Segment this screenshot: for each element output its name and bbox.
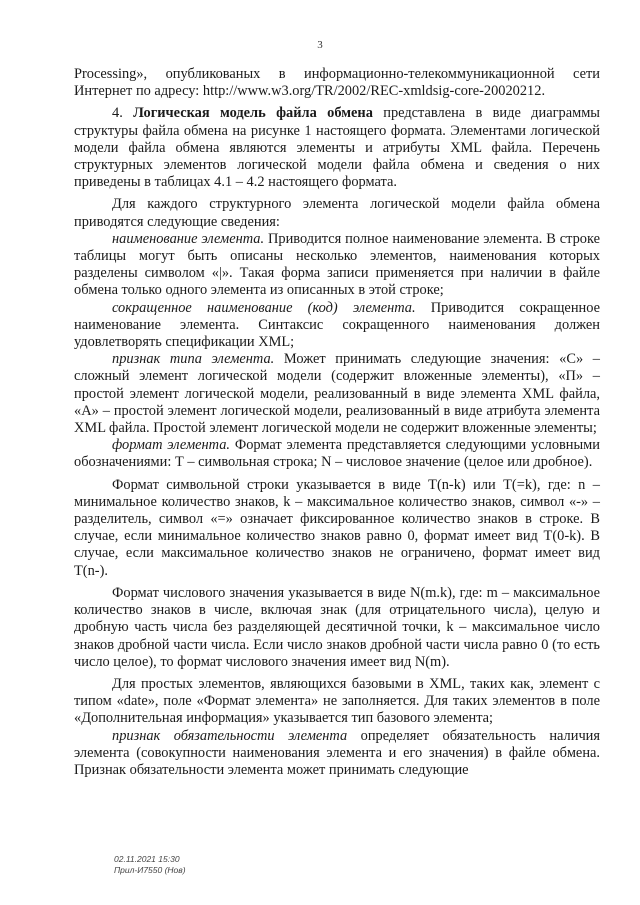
paragraph-element-name: наименование элемента. Приводится полное наименование элемента. В строке таблицы могут быть описаны несколько элементов, наименования которых разделены символом «|». Такая форма записи применяется при наличии в файле обмена только одного элемента из описанных в этой строке;: [74, 230, 600, 299]
term-short-name: сокращенное наименование (код) элемента.: [112, 299, 416, 316]
paragraph-obligation: признак обязательности элемента определяет обязательность наличия элемента (совокупности наименования элемента и его значения) в файле обмена. Признак обязательности элемента может принимать следующие: [74, 727, 600, 778]
paragraph-element-type: признак типа элемента. Может принимать следующие значения: «С» – сложный элемент логической модели (содержит вложенные элементы), «П» – простой элемент логической модели, реализованный в виде элемента XML файла, «А» – простой элемент логической модели, реализованный в виде атрибута элемента XML файла. Простой элемент логической модели не содержит вложенные элементы;: [74, 351, 600, 437]
paragraph-logical-model: 4. Логическая модель файла обмена представлена в виде диаграммы структуры файла обмена на рисунке 1 настоящего формата. Элементами логической модели файла обмена являются элементы и атрибуты XML файла. Перечень структурных элементов логической модели файла обмена и сведения о них приведены в таблицах 4.1 – 4.2 настоящего формата.: [74, 105, 600, 191]
footer-stamp: [114, 854, 186, 876]
paragraph-string-format: Формат символьной строки указывается в виде T(n-k) или T(=k), где: n – минимальное количество знаков, k – максимальное количество знаков, символ «-» – разделитель, символ «=» означает фиксированное количество знаков в строке. В случае, если минимальное количество знаков равно 0, формат имеет вид T(0-k). В случае, если максимальное количество знаков не ограничено, формат имеет вид T(n-).: [74, 476, 600, 579]
paragraph-element-info: Для каждого структурного элемента логической модели файла обмена приводятся следующие сведения:: [74, 196, 600, 230]
term-logical-model: Логическая модель файла обмена: [133, 105, 373, 122]
paragraph-number-format: Формат числового значения указывается в виде N(m.k), где: m – максимальное количество знаков в числе, включая знак (для отрицательного числа), целую и дробную часть числа без разделяющей десятичной точки, k – максимальное число знаков дробной части числа. Если число знаков дробной части числа равно 0 (то есть число целое), то формат числового значения имеет вид N(m).: [74, 584, 600, 670]
footer-timestamp: 02.11.2021 15:30: [114, 854, 180, 864]
term-element-name: наименование элемента.: [112, 230, 265, 247]
paragraph-short-name: сокращенное наименование (код) элемента. Приводится сокращенное наименование элемента. Синтаксис сокращенного наименования должен удовлетворять спецификации XML;: [74, 299, 600, 351]
term-obligation: признак обязательности элемента: [112, 727, 348, 744]
footer-doc-ref: Прил-И7550 (Нов): [114, 865, 186, 875]
document-body: [74, 66, 600, 779]
paragraph-intro-continuation: Processing», опубликованых в информационно-телекоммуникационной сети Интернет по адресу: http://www.w3.org/TR/2002/REC-xmldsig-core-20020212.: [74, 66, 600, 100]
term-element-format: формат элемента.: [112, 437, 231, 454]
paragraph-base-types: Для простых элементов, являющихся базовыми в XML, таких как, элемент с типом «date», поле «Формат элемента» не заполняется. Для таких элементов в поле «Дополнительная информация» указывается тип базового элемента;: [74, 675, 600, 727]
paragraph-element-format: формат элемента. Формат элемента представляется следующими условными обозначениями: Т – символьная строка; N – числовое значение (целое или дробное).: [74, 437, 600, 471]
term-element-type: признак типа элемента.: [112, 351, 275, 368]
page-number: 3: [317, 39, 323, 51]
